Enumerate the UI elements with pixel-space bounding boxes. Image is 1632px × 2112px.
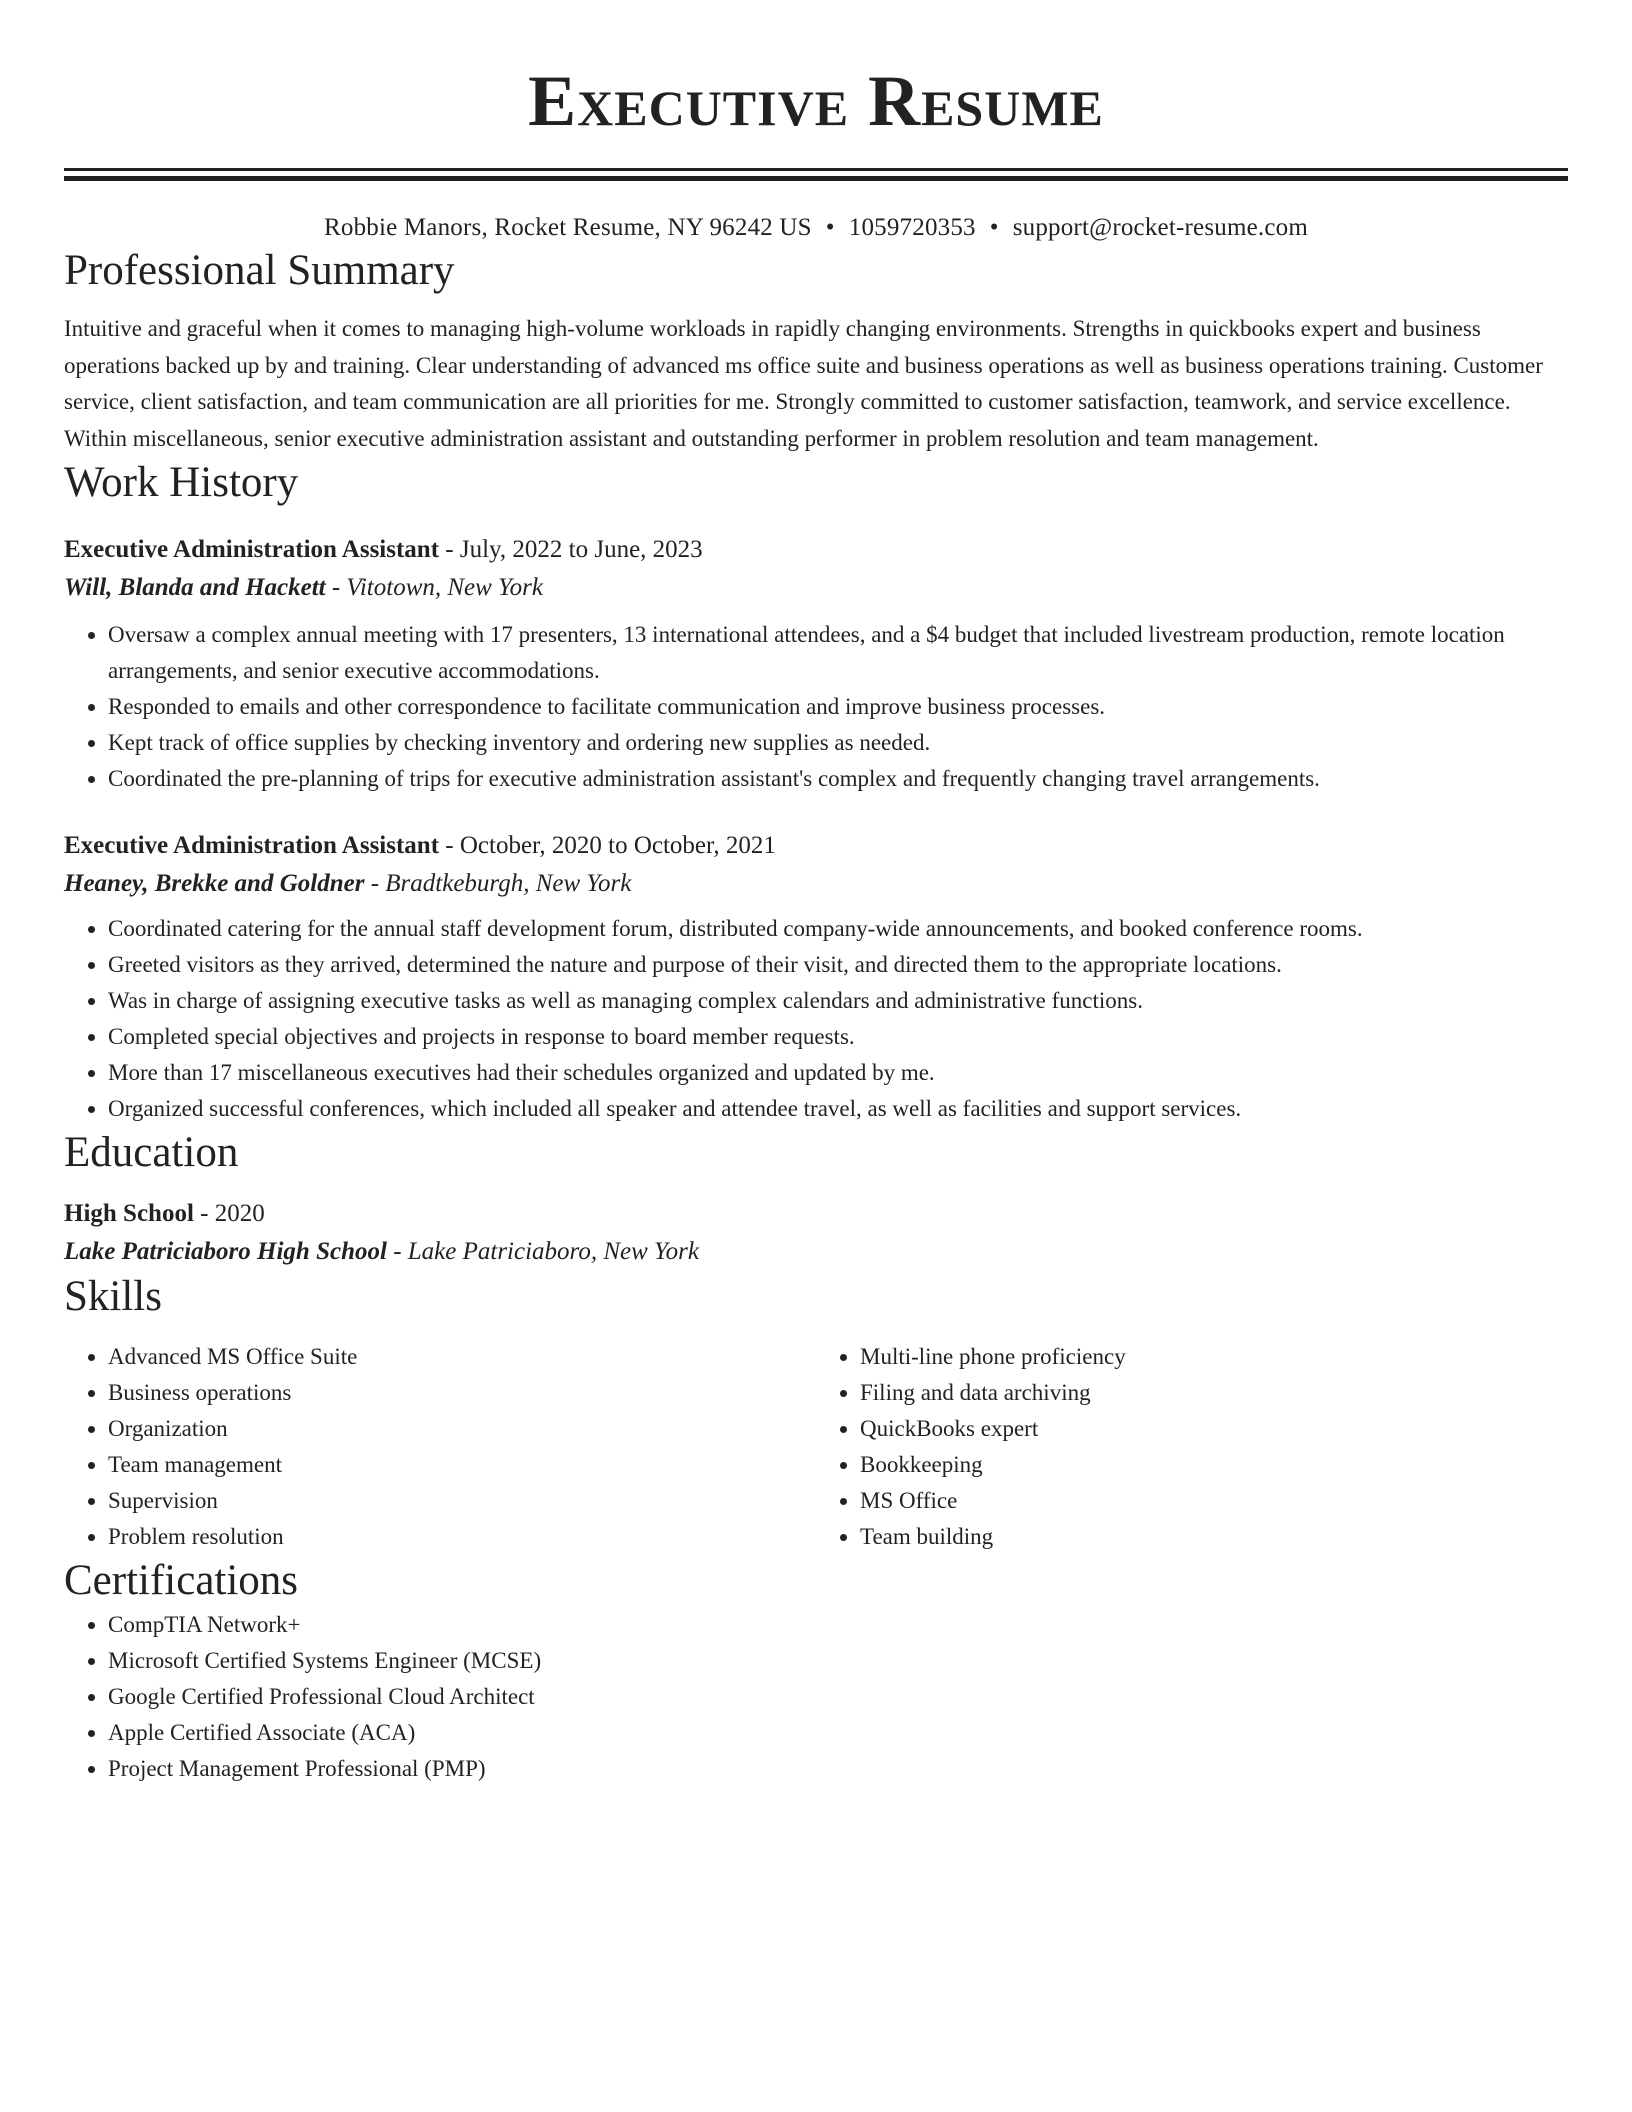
work-history-heading: Work History [64, 459, 299, 506]
skill-item: • Bookkeeping [860, 1447, 1568, 1483]
job-entry-1 [64, 531, 1568, 797]
degree-line [64, 1195, 1568, 1233]
job-bullet: • More than 17 miscellaneous executives had their schedules organized and updated by me. [108, 1055, 1568, 1091]
certification-item: • Project Management Professional (PMP) [108, 1751, 1568, 1787]
school-name: Lake Patriciaboro High School [64, 1238, 387, 1265]
skill-item: • Multi-line phone proficiency [860, 1339, 1568, 1375]
company-location: - Bradtkeburgh, New York [364, 870, 632, 897]
skill-item: • Filing and data archiving [860, 1375, 1568, 1411]
job-bullet: • Greeted visitors as they arrived, determined the nature and purpose of their visit, and directed them to the appropriate locations. [108, 947, 1568, 983]
job-bullet: • Kept track of office supplies by checking inventory and ordering new supplies as needed. [108, 725, 1568, 761]
contact-line [64, 211, 1568, 245]
education-heading: Education [64, 1129, 239, 1176]
title-rule-thick [64, 176, 1568, 181]
company-location: - Vitotown, New York [325, 574, 543, 601]
job-title: Executive Administration Assistant [64, 832, 440, 859]
skills-right-list [816, 1339, 1568, 1555]
skill-item: • Team management [108, 1447, 816, 1483]
job-bullet: • Was in charge of assigning executive tasks as well as managing complex calendars and administrative functions. [108, 983, 1568, 1019]
education-entry [64, 1195, 1568, 1271]
contact-email: support@rocket-resume.com [1012, 214, 1308, 241]
job-title-line [64, 827, 1568, 865]
job-title: Executive Administration Assistant [64, 536, 440, 563]
company-name: Will, Blanda and Hackett [64, 574, 326, 601]
skill-item: • Supervision [108, 1483, 816, 1519]
degree: High School [64, 1200, 194, 1227]
job-bullets [64, 911, 1568, 1127]
resume-title: Executive Resume [528, 61, 1104, 141]
job-title-line [64, 531, 1568, 569]
skill-item: • Team building [860, 1519, 1568, 1555]
graduation-year: - 2020 [193, 1200, 265, 1227]
skills-heading: Skills [64, 1273, 162, 1320]
job-entry-2 [64, 827, 1568, 1127]
company-line [64, 569, 1568, 607]
job-bullet: • Responded to emails and other correspondence to facilitate communication and improve business processes. [108, 689, 1568, 725]
skills-columns [64, 1339, 1568, 1555]
summary-text: Intuitive and graceful when it comes to managing high-volume workloads in rapidly changing environments. Strengths in quickbooks expert and business operations backed up by and training. Clear understanding of advanced ms office suite and business operations as well as business operations training. Customer service, client satisfaction, and team communication are all priorities for me. Strongly committed to customer satisfaction, teamwork, and service excellence. Within miscellaneous, senior executive administration assistant and outstanding performer in problem resolution and team management. [64, 316, 1543, 451]
certifications-heading: Certifications [64, 1557, 299, 1604]
certification-item: • CompTIA Network+ [108, 1607, 1568, 1643]
contact-address: Robbie Manors, Rocket Resume, NY 96242 US [324, 214, 812, 241]
skill-item: • Organization [108, 1411, 816, 1447]
contact-separator-1: • [825, 214, 835, 241]
summary-heading: Professional Summary [64, 247, 455, 294]
skill-item: • QuickBooks expert [860, 1411, 1568, 1447]
company-name: Heaney, Brekke and Goldner [64, 870, 365, 897]
school-line [64, 1233, 1568, 1271]
skill-item: • Problem resolution [108, 1519, 816, 1555]
skills-left-list [64, 1339, 816, 1555]
title-rule-thin [64, 168, 1568, 171]
certification-item: • Microsoft Certified Systems Engineer (MCSE) [108, 1643, 1568, 1679]
school-location: - Lake Patriciaboro, New York [386, 1238, 699, 1265]
company-line [64, 865, 1568, 903]
job-bullet: • Coordinated catering for the annual staff development forum, distributed company-wide announcements, and booked conference rooms. [108, 911, 1568, 947]
contact-phone: 1059720353 [848, 214, 976, 241]
certification-item: • Apple Certified Associate (ACA) [108, 1715, 1568, 1751]
certifications-list [64, 1607, 1568, 1787]
resume-page [64, 0, 1568, 1787]
job-bullet: • Completed special objectives and projects in response to board member requests. [108, 1019, 1568, 1055]
skill-item: • MS Office [860, 1483, 1568, 1519]
certification-item: • Google Certified Professional Cloud Architect [108, 1679, 1568, 1715]
job-dates: - July, 2022 to June, 2023 [439, 536, 703, 563]
contact-separator-2: • [989, 214, 999, 241]
skill-item: • Business operations [108, 1375, 816, 1411]
job-bullets [64, 617, 1568, 797]
skill-item: • Advanced MS Office Suite [108, 1339, 816, 1375]
job-dates: - October, 2020 to October, 2021 [439, 832, 776, 859]
job-bullet: • Coordinated the pre-planning of trips for executive administration assistant's complex and frequently changing travel arrangements. [108, 761, 1568, 797]
job-bullet: • Organized successful conferences, which included all speaker and attendee travel, as well as facilities and support services. [108, 1091, 1568, 1127]
job-bullet: • Oversaw a complex annual meeting with 17 presenters, 13 international attendees, and a $4 budget that included livestream production, remote location arrangements, and senior executive accommodations. [108, 617, 1568, 689]
